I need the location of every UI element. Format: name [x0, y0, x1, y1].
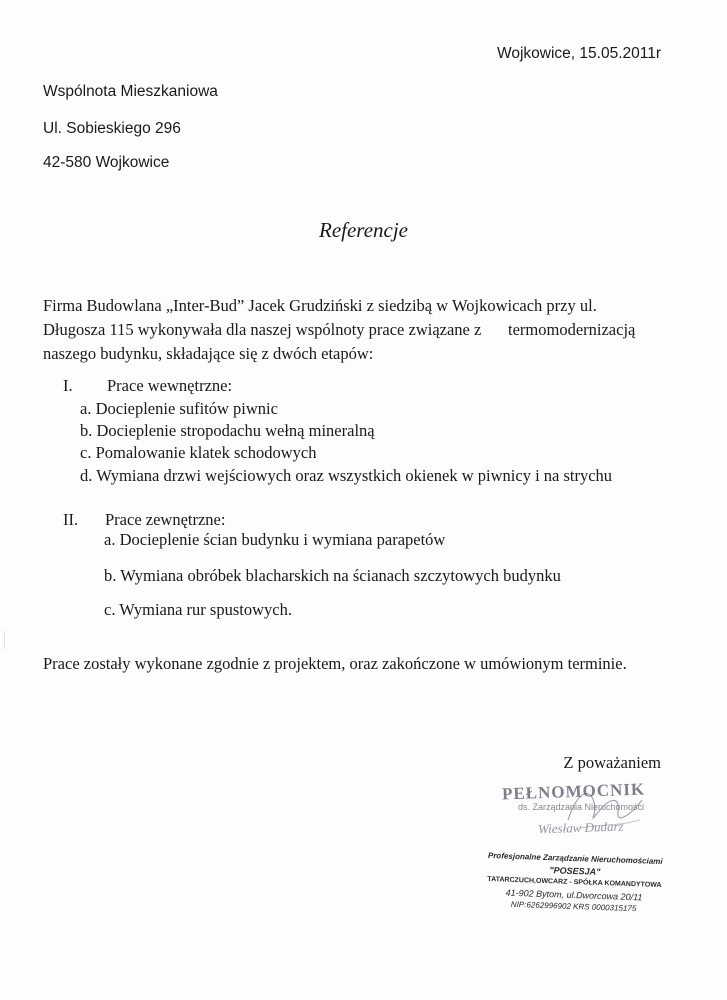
intro-line-2: Długosza 115 wykonywała dla naszej wspólnoty prace związane z: [43, 320, 482, 339]
stamp-name: Wiesław Dudarz: [537, 818, 624, 837]
section-2-item: b. Wymiana obróbek blacharskich na ścianach szczytowych budynku: [104, 566, 561, 585]
intro-line-1: Firma Budowlana „Inter-Bud” Jacek Grudziński z siedzibą w Wojkowicach przy ul.: [43, 296, 597, 315]
company-stamp-line: TATARCZUCH,OWCARZ - SPÓŁKA KOMANDYTOWA: [487, 875, 662, 890]
company-stamp-name: "POSESJA": [549, 865, 601, 877]
section-1-number: I.: [63, 376, 73, 395]
punch-hole-mark: [4, 630, 11, 650]
recipient-street: Ul. Sobieskiego 296: [43, 120, 181, 137]
section-2-heading: Prace zewnętrzne:: [105, 510, 226, 529]
regards-text: Z poważaniem: [563, 753, 661, 772]
section-1-item: c. Pomalowanie klatek schodowych: [80, 443, 317, 462]
recipient-city: 42-580 Wojkowice: [43, 154, 170, 171]
company-stamp-address: 41-902 Bytom, ul.Dworcowa 20/11: [505, 887, 643, 903]
document-title-wrapper: [0, 218, 727, 243]
stamp-title: PEŁNOMOCNIK: [501, 779, 646, 804]
section-2-number: II.: [63, 510, 79, 529]
section-1-heading: Prace wewnętrzne:: [107, 376, 233, 395]
handwritten-signature: [560, 780, 650, 840]
company-stamp: [486, 850, 663, 916]
section-2-item: a. Docieplenie ścian budynku i wymiana parapetów: [104, 530, 446, 549]
closing-paragraph: Prace zostały wykonane zgodnie z projektem, oraz zakończone w umówionym terminie.: [43, 654, 627, 673]
document-title: Referencje: [319, 218, 408, 242]
section-2-item: c. Wymiana rur spustowych.: [104, 600, 292, 619]
letter-date: Wojkowice, 15.05.2011r: [497, 45, 661, 62]
section-1-item: a. Docieplenie sufitów piwnic: [80, 399, 278, 418]
intro-line-3: naszego budynku, składające się z dwóch etapów:: [43, 344, 374, 363]
stamp-subtitle: ds. Zarządzania Nieruchomości: [518, 802, 645, 812]
company-stamp-ids: NIP:6262996902 KRS 0000315175: [510, 899, 637, 914]
section-1-item: b. Docieplenie stropodachu wełną mineralną: [80, 421, 375, 440]
section-1-item: d. Wymiana drzwi wejściowych oraz wszystkich okienek w piwnicy i na strychu: [80, 466, 613, 485]
recipient-name: Wspólnota Mieszkaniowa: [43, 83, 218, 100]
company-stamp-line: Profesjonalne Zarządzanie Nieruchomościami: [487, 851, 663, 867]
intro-line-2-end: termomodernizacją: [508, 320, 636, 339]
